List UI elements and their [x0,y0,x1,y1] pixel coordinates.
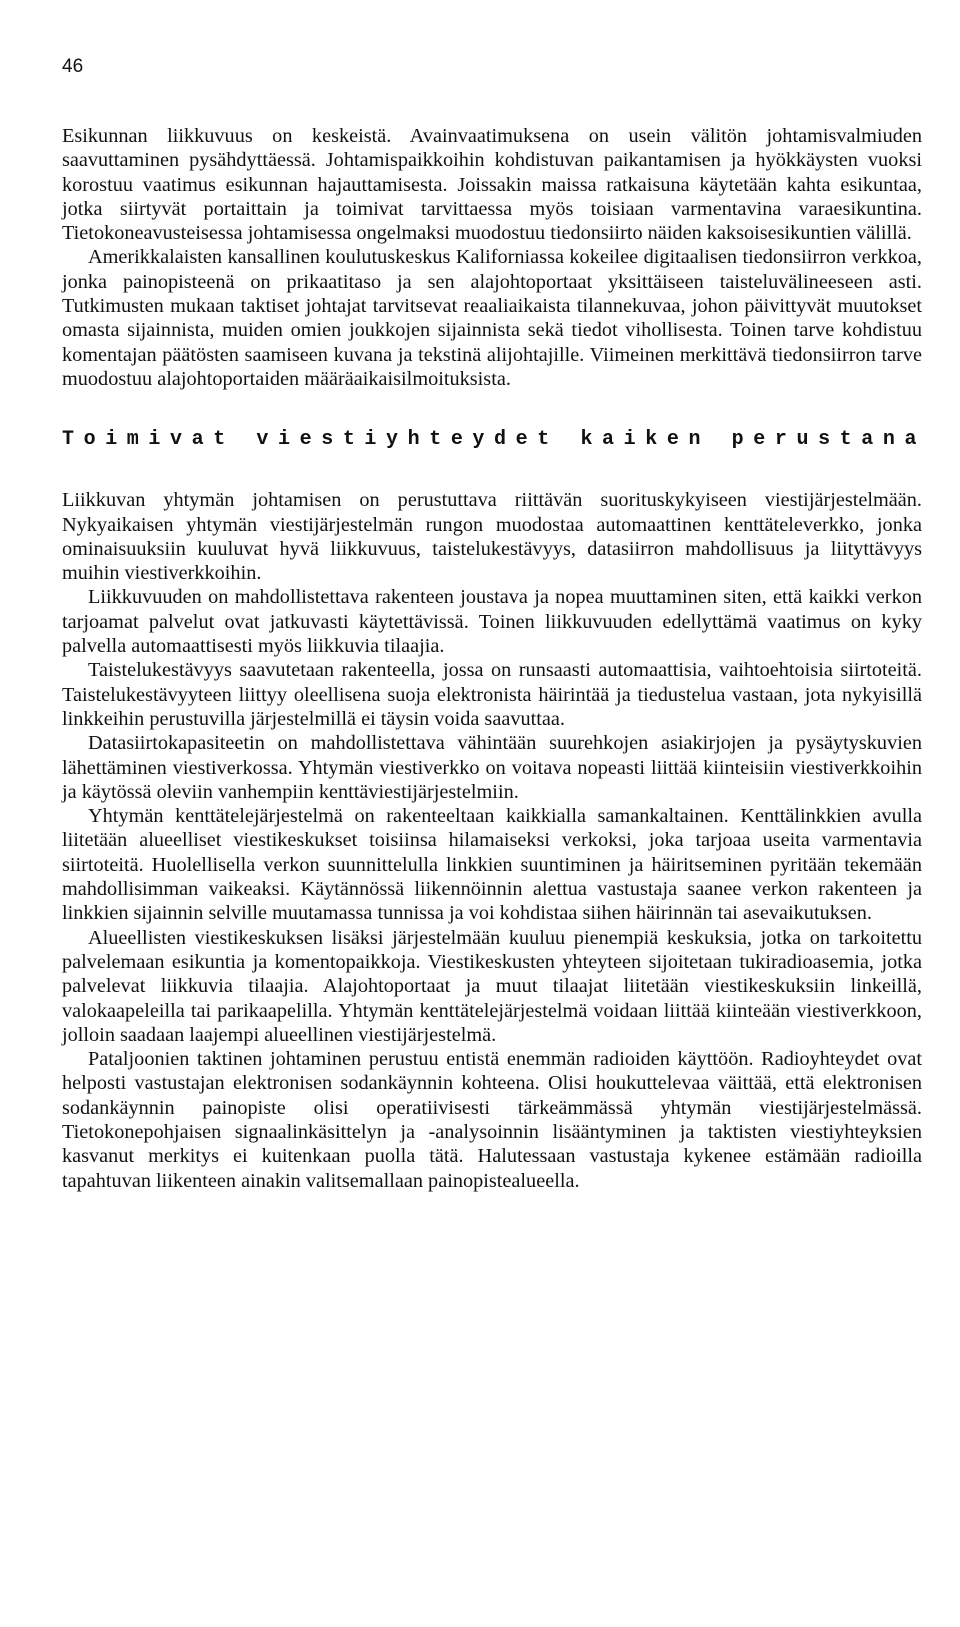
text-column [62,124,927,1193]
paragraph-regional-centres: Alueellisten viestikeskuksen lisäksi järjestelmään kuuluu pienempiä keskuksia, jotka on tarkoitettu palvelemaan esikuntia ja komentopaikkoja. Viestikeskusten yhteyteen sijoitetaan tukiradioasemia, jotka palvelevat liikkuvia tilaajia. Alajohtoportaat ja muut tilaajat liitetään viestikeskuksiin linkeillä, valokaapeleilla tai parikaapelilla. Yhtymän kenttätelejärjestelmä voidaan liittää kiinteään viestiverkkoon, jolloin saadaan laajempi alueellinen viestijärjestelmä. [62,926,922,1046]
paragraph-combat-durability: Taistelukestävyys saavutetaan rakenteella, jossa on runsaasti automaattisia, vaihtoehtoisia siirtoteitä. Taistelukestävyyteen liittyy oleellisena suoja elektronista häirintää ja tiedustelua vastaan, jota nykyisillä linkkeihin perustuvilla järjestelmillä ei täysin voida saavuttaa. [62,659,922,730]
paragraph-communication-system: Liikkuvan yhtymän johtamisen on perustuttava riittävän suorituskykyiseen viestijärjestelmään. Nykyaikaisen yhtymän viestijärjestelmän rungon muodostaa automaattinen kenttäteleverkko, jonka ominaisuuksiin kuuluvat hyvä liikkuvuus, taistelukestävyys, datasiirron mahdollisuus ja liityttävyys muihin viestiverkkoihin. [62,489,922,585]
paragraph-staff-mobility: Esikunnan liikkuvuus on keskeistä. Avainvaatimuksena on usein välitön johtamisvalmiuden saavuttaminen pysähdyttäessä. Johtamispaikkoihin kohdistuvan paikantamisen ja hyökkäysten vuoksi korostuu vaatimus esikunnan hajauttamisesta. Joissakin maissa ratkaisuna käytetään kahta esikuntaa, jotka siirtyvät portaittain ja toimivat tarvittaessa myös toisiaan varmentavina varaesikuntina. Tietokoneavusteisessa johtamisessa ongelmaksi muodostuu tiedonsiirto näiden kaksoisesikuntien välillä. [62,125,922,245]
paragraph-data-capacity: Datasiirtokapasiteetin on mahdollistettava vähintään suurehkojen asiakirjojen ja pysäytyskuvien lähettäminen viestiverkossa. Yhtymän viestiverkko on voitava nopeasti liittää kiinteisiin viestiverkkoihin ja käytössä oleviin vanhempiin kenttäviestijärjestelmiin. [62,732,922,803]
paragraph-mobility: Liikkuvuuden on mahdollistettava rakenteen joustava ja nopea muuttaminen siten, että kaikki verkon tarjoamat palvelut ovat jatkuvasti käytettävissä. Toinen liikkuvuuden edellyttämä vaatimus on kyky palvella automaattisesti myös liikkuvia tilaajia. [62,586,922,658]
page-number: 46 [62,56,84,77]
paragraph-digital-network-test: Amerikkalaisten kansallinen koulutuskeskus Kaliforniassa kokeilee digitaalisen tiedonsiirron verkkoa, jonka painopisteenä on prikaatitaso ja sen alajohtoportaat yksittäiseen taisteluvälineeseen asti. Tutkimusten mukaan taktiset johtajat tarvitsevat reaaliaikaista tilannekuvaa, johon päivittyvät muutokset omasta sijainnista, muiden omien joukkojen sijainnista sekä tiedot vihollisesta. Toinen tarve kohdistuu komentajan päätösten saamiseen kuvana ja tekstinä alijohtajille. Viimeinen merkittävä tiedonsiirron tarve muodostuu alajohtoportaiden määräaikaisilmoituksista. [62,246,922,390]
paragraph-field-telesystem: Yhtymän kenttätelejärjestelmä on rakenteeltaan kaikkialla samankaltainen. Kenttälinkkien avulla liitetään alueelliset viestikeskukset toisiinsa hilamaiseksi verkoksi, joka tarjoaa useita varmentavia siirtoteitä. Huolellisella verkon suunnittelulla linkkien suuntiminen ja häiritseminen pyritään tekemään mahdollisimman vaikeaksi. Käytännössä liikennöinnin alettua vastustaja saanee verkon rakenteen ja linkkien sijainnin selville muutamassa tunnissa ja voi kohdistaa siihen häirinnän tai asevaikutuksen. [62,805,922,925]
section-heading: Toimivat viestiyhteydet kaiken perustana [62,428,927,452]
paragraph-battalion-radio: Pataljoonien taktinen johtaminen perustuu entistä enemmän radioiden käyttöön. Radioyhteydet ovat helposti vastustajan elektronisen sodankäynnin kohteena. Olisi houkuttelevaa väittää, että elektronisen sodankäynnin painopiste olisi operatiivisesti tärkeämmässä yhtymän viestijärjestelmässä. Tietokonepohjaisen signaalinkäsittelyn ja -analysoinnin lisääntyminen ja taktisten viestiyhteyksien kasvanut merkitys ei kuitenkaan puolla tätä. Halutessaan vastustaja kykenee estämään radioilla tapahtuvan liikenteen ainakin valitsemallaan painopistealueella. [62,1048,922,1192]
